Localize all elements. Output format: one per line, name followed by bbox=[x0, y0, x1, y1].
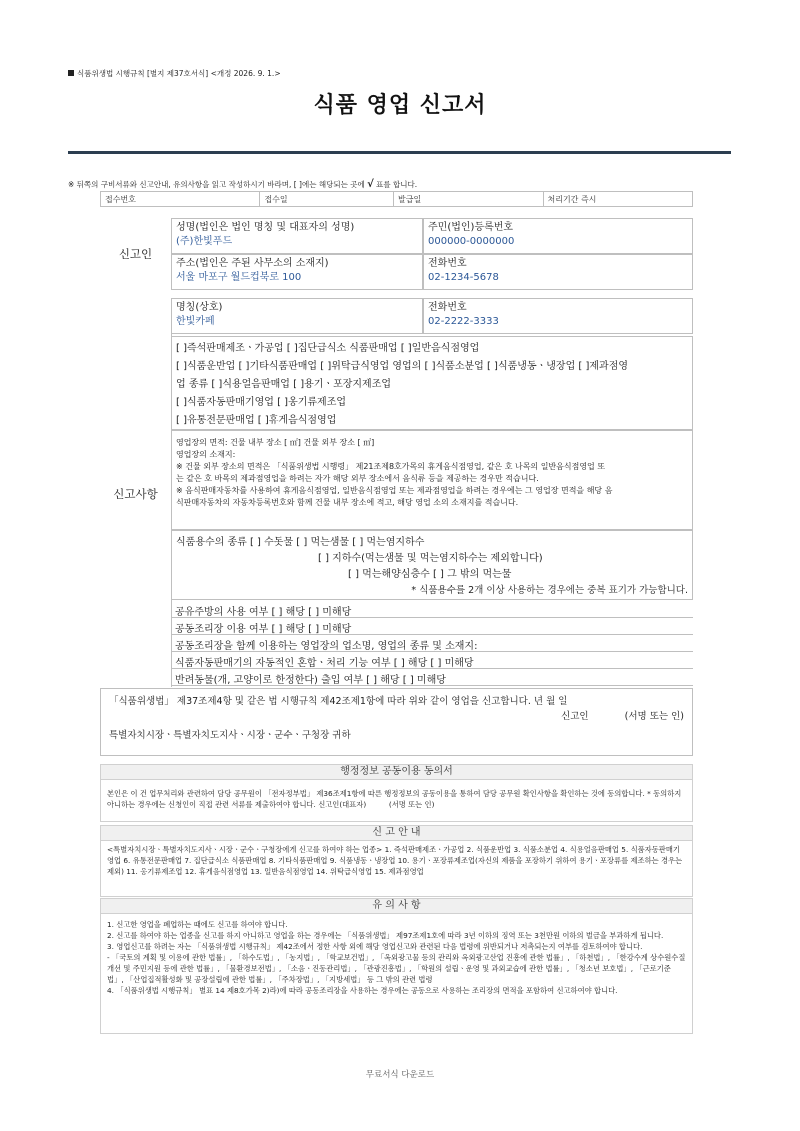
business-type-line[interactable]: 업 종류 [ ]식용얼음판매업 [ ]용기ㆍ포장지제조업 bbox=[176, 379, 392, 390]
common-kitchen-partners-row[interactable]: 공동조리장을 함께 이용하는 영업장의 업소명, 영업의 종류 및 소재지: bbox=[171, 635, 693, 652]
water-type-line[interactable]: [ ] 지하수(먹는샘물 및 먹는염지하수는 제외합니다) bbox=[318, 553, 543, 564]
common-kitchen-row[interactable]: 공동조리장 이용 여부 [ ] 해당 [ ] 미해당 bbox=[171, 618, 693, 635]
premises-note-line: 식판매자동차의 자동차등록번호와 함께 건물 내부 장소에 적고, 해당 영업 소의 소재지를 적습니다. bbox=[176, 498, 519, 507]
receipt-number-cell: 접수번호 bbox=[101, 192, 260, 206]
pet-entry-row[interactable]: 반려동물(개, 고양이로 한정한다) 출입 여부 [ ] 해당 [ ] 미해당 bbox=[171, 669, 693, 686]
applicant-id-label: 주민(법인)등록번호 bbox=[428, 222, 514, 233]
receipt-date-cell: 접수일 bbox=[260, 192, 394, 206]
applicant-phone-value: 02-1234-5678 bbox=[428, 272, 499, 283]
business-type-line[interactable]: [ ]식품운반업 [ ]기타식품판매업 [ ]위탁급식영업 영업의 [ ]식품소분업 [ ]식품냉동ㆍ냉장업 [ ]제과점영 bbox=[176, 361, 629, 372]
admin-info-title: 행정정보 공동이용 동의서 bbox=[100, 764, 693, 780]
receipt-header-row bbox=[100, 191, 693, 207]
guide-text: <특별자치시장ㆍ특별자치도지사ㆍ시장ㆍ군수ㆍ구청장에게 신고를 하여야 하는 업종> 1. 즉석판매제조ㆍ가공업 2. 식품운반업 3. 식품소분업 4. 식용얼음판매업 5. 식품자동판매기영업 6. 유통전문판매업 7. 집단급식소 식품판매업 8. 기타식품판매업 9. 식품냉동ㆍ냉장업 10. 용기ㆍ포장류제조업(자신의 제품을 포장하기 위하여 용기ㆍ포장류를 제조하는 경우는 제외) 11. 옹기류제조업 12. 휴게음식점영업 13. 일반음식점영업 14. 위탁급식영업 15. 제과점영업 bbox=[100, 841, 693, 897]
report-section-label: 신고사항 bbox=[113, 487, 158, 501]
premises-note-line: ※ 건물 외부 장소의 면적은 「식품위생법 시행령」 제21조제8호가목의 휴게음식점영업, 같은 호 나목의 일반음식점영업 또 bbox=[176, 462, 606, 471]
business-phone-value: 02-2222-3333 bbox=[428, 316, 499, 327]
premises-location-line[interactable]: 영업장의 소재지: bbox=[176, 450, 236, 459]
business-type-line[interactable]: [ ]즉석판매제조ㆍ가공업 [ ]집단급식소 식품판매업 [ ]일반음식점영업 bbox=[176, 343, 480, 354]
business-type-line[interactable]: [ ]식품자동판매기영업 [ ]옹기류제조업 bbox=[176, 397, 347, 408]
guide-title: 신 고 안 내 bbox=[100, 825, 693, 841]
note-item: 3. 영업신고를 하려는 자는 「식품위생법 시행규칙」 제42조에서 정한 사항 외에 해당 영업신고와 관련된 다음 법령에 위반되거나 저촉되는지 여부를 검토하여야 합니다. bbox=[107, 942, 643, 951]
premises-area-block bbox=[171, 430, 693, 530]
note-item: 4. 「식품위생법 시행규칙」 별표 14 제8호가목 2)라)에 따라 공동조리장을 사용하는 경우에는 공동으로 사용하는 조리장의 면적을 포함하여 신고하여야 합니다. bbox=[107, 986, 618, 995]
issue-date-cell: 발급일 bbox=[394, 192, 544, 206]
section-divider bbox=[171, 298, 172, 687]
shared-kitchen-row[interactable]: 공유주방의 사용 여부 [ ] 해당 [ ] 미해당 bbox=[171, 601, 693, 618]
applicant-name-label: 성명(법인은 법인 명칭 및 대표자의 성명) bbox=[176, 222, 355, 233]
admin-info-text bbox=[100, 780, 693, 822]
declaration-statement: 「식품위생법」 제37조제4항 및 같은 법 시행규칙 제42조제1항에 따라 위와 같이 영업을 신고합니다. 년 월 일 bbox=[109, 696, 568, 707]
admin-info-body: 본인은 이 건 업무처리와 관련하여 담당 공무원이 「전자정부법」 제36조제1항에 따른 행정정보의 공동이용을 통하여 담당 공무원 확인사항을 확인하는 것에 동의합니다. * 동의하지 아니하는 경우에는 신청인이 직접 관련 서류를 제출하여야 합니다. 신고인(대표자) bbox=[107, 789, 682, 809]
notes-title: 유 의 사 항 bbox=[100, 898, 693, 914]
check-mark-icon: √ bbox=[367, 179, 374, 190]
declaration-recipient: 특별자치시장ㆍ특별자치도지사ㆍ시장ㆍ군수ㆍ구청장 귀하 bbox=[109, 730, 351, 741]
water-type-note: * 식품용수를 2개 이상 사용하는 경우에는 중복 표기가 가능합니다. bbox=[411, 585, 688, 596]
business-phone-label: 전화번호 bbox=[428, 302, 467, 313]
applicant-name-value: (주)한빛푸드 bbox=[176, 236, 233, 247]
declaration-signer-label: 신고인 bbox=[561, 711, 589, 722]
note-item: 1. 신고한 영업을 폐업하는 때에도 신고를 하여야 합니다. bbox=[107, 920, 288, 929]
applicant-id-value: 000000-0000000 bbox=[428, 236, 515, 247]
instruction-before: ※ 뒤쪽의 구비서류와 신고안내, 유의사항을 읽고 작성하시기 바라며, [ ]에는 해당되는 곳에 bbox=[68, 180, 365, 189]
note-item: - 「국토의 계획 및 이용에 관한 법률」, 「하수도법」, 「농지법」, 「학교보건법」, 「옥외광고물 등의 관리와 옥외광고산업 진흥에 관한 법률」, 「하천법」, 「한강수계 상수원수질개선 및 주민지원 등에 관한 법률」, 「물환경보전법」, 「소음ㆍ진동관리법」, 「관광진흥법」, 「학원의 설립ㆍ운영 및 과외교습에 관한 법률」, 「청소년 보호법」, 「근로기준법」, 「산업집적활성화 및 공장설립에 관한 법률」, 「주차장법」, 「지방세법」 등 그 밖의 관련 법령 bbox=[107, 953, 686, 984]
declaration-sign-note: (서명 또는 인) bbox=[624, 711, 684, 722]
note-item: 2. 신고를 하여야 하는 업종을 신고를 하지 아니하고 영업을 하는 경우에는 「식품위생법」 제97조제1호에 따라 3년 이하의 징역 또는 3천만원 이하의 벌금을 부과하게 됩니다. bbox=[107, 931, 664, 940]
business-name-field[interactable] bbox=[171, 298, 423, 334]
processing-period-cell: 처리기간 즉시 bbox=[547, 195, 597, 204]
square-bullet-icon bbox=[68, 70, 74, 76]
water-type-line[interactable]: [ ] 먹는해양심층수 [ ] 그 밖의 먹는물 bbox=[348, 569, 512, 580]
notes-list bbox=[100, 914, 693, 1034]
applicant-address-field[interactable] bbox=[171, 254, 423, 290]
applicant-address-value: 서울 마포구 월드컵북로 100 bbox=[176, 272, 302, 283]
legal-basis bbox=[68, 68, 281, 79]
instruction-after: 표를 합니다. bbox=[376, 180, 418, 189]
legal-basis-text: 식품위생법 시행규칙 [별지 제37호서식] <개정 2026. 9. 1.> bbox=[77, 69, 281, 78]
premises-note-line: 는 같은 호 바목의 제과점영업을 하려는 자가 해당 외부 장소에서 음식류 등을 제공하는 경우만 적습니다. bbox=[176, 474, 539, 483]
declaration-signature[interactable] bbox=[109, 711, 684, 723]
applicant-phone-field[interactable] bbox=[423, 254, 693, 290]
water-type-block bbox=[171, 530, 693, 600]
applicant-section-label: 신고인 bbox=[118, 247, 153, 261]
instruction-text bbox=[68, 179, 417, 190]
applicant-address-label: 주소(법인은 주된 사무소의 소재지) bbox=[176, 258, 329, 269]
applicant-id-field[interactable] bbox=[423, 218, 693, 254]
title-divider bbox=[68, 151, 731, 154]
business-phone-field[interactable] bbox=[423, 298, 693, 334]
water-type-line[interactable]: 식품용수의 종류 [ ] 수돗물 [ ] 먹는샘물 [ ] 먹는염지하수 bbox=[176, 537, 425, 548]
footer-download-link[interactable]: 무료서식 다운로드 bbox=[365, 1070, 435, 1080]
business-type-options bbox=[171, 336, 693, 430]
applicant-name-field[interactable] bbox=[171, 218, 423, 254]
vending-machine-row[interactable]: 식품자동판매기의 자동적인 혼합ㆍ처리 기능 여부 [ ] 해당 [ ] 미해당 bbox=[171, 652, 693, 669]
applicant-phone-label: 전화번호 bbox=[428, 258, 467, 269]
declaration-block bbox=[100, 688, 693, 756]
page-title: 식품 영업 신고서 bbox=[313, 93, 487, 118]
business-type-line[interactable]: [ ]유통전문판매업 [ ]휴게음식점영업 bbox=[176, 415, 337, 426]
admin-info-sign-note[interactable]: (서명 또는 인) bbox=[388, 800, 435, 809]
business-name-label: 명칭(상호) bbox=[176, 302, 223, 313]
business-name-value: 한빛카페 bbox=[176, 316, 215, 327]
premises-area-line[interactable]: 영업장의 면적: 건물 내부 장소 [ ㎡] 건물 외부 장소 [ ㎡] bbox=[176, 438, 375, 447]
premises-note-line: ※ 음식판매자동차를 사용하여 휴게음식점영업, 일반음식점영업 또는 제과점영업을 하려는 경우에는 그 영업장 면적을 해당 음 bbox=[176, 486, 613, 495]
